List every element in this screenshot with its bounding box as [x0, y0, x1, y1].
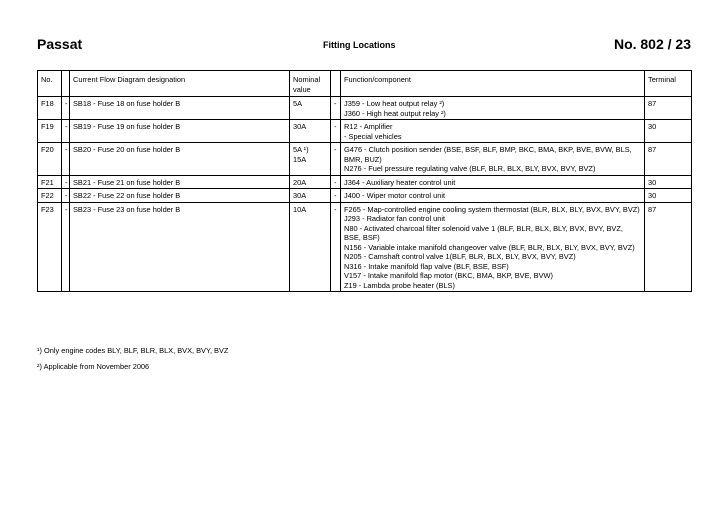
- table-row: [38, 189, 692, 203]
- row-separator: -: [62, 120, 70, 143]
- function-line: N276 - Fuel pressure regulating valve (BLF, BLR, BLX, BLY, BVX, BVY, BVZ): [344, 164, 596, 173]
- table-row: [38, 202, 692, 292]
- nominal-value: [290, 120, 331, 143]
- fuse-designation: SB20 - Fuse 20 on fuse holder B: [70, 143, 290, 176]
- function-line: - Special vehicles: [344, 131, 402, 141]
- nominal-value-line: 5A: [293, 99, 303, 108]
- function-component: [341, 175, 645, 189]
- function-separator: -: [331, 120, 341, 143]
- fuse-number: F22: [38, 189, 62, 203]
- col-header-designation: Current Flow Diagram designation: [70, 71, 290, 97]
- fuse-designation: SB18 - Fuse 18 on fuse holder B: [70, 97, 290, 120]
- fuse-designation: SB22 - Fuse 22 on fuse holder B: [70, 189, 290, 203]
- function-line: G476 - Clutch position sender (BSE, BSF, BLF, BMP, BKC, BMA, BKP, BVE, BVW, BLS, BMR, BUZ): [344, 145, 632, 164]
- nominal-value-line: 20A: [293, 177, 307, 187]
- function-component: [341, 202, 645, 292]
- page-title: Fitting Locations: [323, 40, 396, 50]
- table-row: [38, 120, 692, 143]
- nominal-value: [290, 143, 331, 176]
- fuse-number: F18: [38, 97, 62, 120]
- function-line: J364 - Auxiliary heater control unit: [344, 177, 456, 187]
- function-component: [341, 143, 645, 176]
- nominal-value: [290, 175, 331, 189]
- nominal-value: [290, 97, 331, 120]
- fuse-number: F21: [38, 175, 62, 189]
- table-header-row: [38, 71, 692, 97]
- fuse-number: F23: [38, 202, 62, 292]
- function-separator: -: [331, 189, 341, 203]
- fuse-designation: SB21 - Fuse 21 on fuse holder B: [70, 175, 290, 189]
- fuse-number: F19: [38, 120, 62, 143]
- col-header-nominal-value: Nominal value: [290, 71, 331, 97]
- terminal: 30: [645, 120, 692, 143]
- table-row: [38, 143, 692, 176]
- terminal: 30: [645, 175, 692, 189]
- function-separator: -: [331, 202, 341, 292]
- fuse-number: F20: [38, 143, 62, 176]
- row-separator: -: [62, 175, 70, 189]
- terminal: 87: [645, 202, 692, 292]
- function-line: R12 - Amplifier: [344, 122, 393, 131]
- function-line: F265 - Map-controlled engine cooling system thermostat (BLR, BLX, BLY, BVX, BVY, BVZ): [344, 204, 640, 214]
- col-header-function: Function/component: [341, 71, 645, 97]
- terminal: 30: [645, 189, 692, 203]
- col-header-no: No.: [38, 71, 62, 97]
- function-separator: -: [331, 97, 341, 120]
- table-row: [38, 175, 692, 189]
- function-line: N80 - Activated charcoal filter solenoid valve 1 (BLF, BLR, BLX, BLY, BVX, BVY, BVZ, BSE, BSF): [344, 223, 623, 242]
- nominal-value-line: 15A: [293, 154, 307, 164]
- nominal-value: [290, 189, 331, 203]
- fuse-table: [37, 70, 692, 292]
- nominal-value-line: 5A ¹): [293, 145, 309, 154]
- row-separator: -: [62, 97, 70, 120]
- function-line: N156 - Variable intake manifold changeover valve (BLF, BLR, BLX, BLY, BVX, BVY, BVZ): [344, 242, 635, 252]
- function-separator: -: [331, 143, 341, 176]
- vehicle-model: Passat: [37, 36, 83, 52]
- nominal-value-line: 30A: [293, 191, 307, 200]
- nominal-value-line: 10A: [293, 204, 307, 214]
- function-line: J400 - Wiper motor control unit: [344, 191, 446, 200]
- fuse-designation: SB23 - Fuse 23 on fuse holder B: [70, 202, 290, 292]
- function-line: J293 - Radiator fan control unit: [344, 214, 446, 223]
- row-separator: -: [62, 189, 70, 203]
- function-line: J359 - Low heat output relay ²): [344, 99, 445, 108]
- footnote-1: ¹) Only engine codes BLY, BLF, BLR, BLX, BVX, BVY, BVZ: [37, 346, 229, 355]
- function-component: [341, 189, 645, 203]
- function-line: Z19 - Lambda probe heater (BLS): [344, 280, 455, 290]
- nominal-value: [290, 202, 331, 292]
- function-line: N205 - Camshaft control valve 1(BLF, BLR, BLX, BLY, BVX, BVY, BVZ): [344, 252, 576, 261]
- footnote-2: ²) Applicable from November 2006: [37, 362, 150, 371]
- function-separator: -: [331, 175, 341, 189]
- fuse-designation: SB19 - Fuse 19 on fuse holder B: [70, 120, 290, 143]
- function-component: [341, 97, 645, 120]
- function-line: N316 - Intake manifold flap valve (BLF, BSE, BSF): [344, 261, 509, 271]
- function-component: [341, 120, 645, 143]
- table-row: [38, 97, 692, 120]
- page-number: No. 802 / 23: [613, 36, 691, 52]
- terminal: 87: [645, 143, 692, 176]
- function-line: V157 - Intake manifold flap motor (BKC, BMA, BKP, BVE, BVW): [344, 271, 553, 280]
- nominal-value-line: 30A: [293, 122, 307, 131]
- row-separator: -: [62, 202, 70, 292]
- terminal: 87: [645, 97, 692, 120]
- row-separator: -: [62, 143, 70, 176]
- col-header-terminal: Terminal: [645, 71, 692, 97]
- function-line: J360 - High heat output relay ²): [344, 108, 446, 118]
